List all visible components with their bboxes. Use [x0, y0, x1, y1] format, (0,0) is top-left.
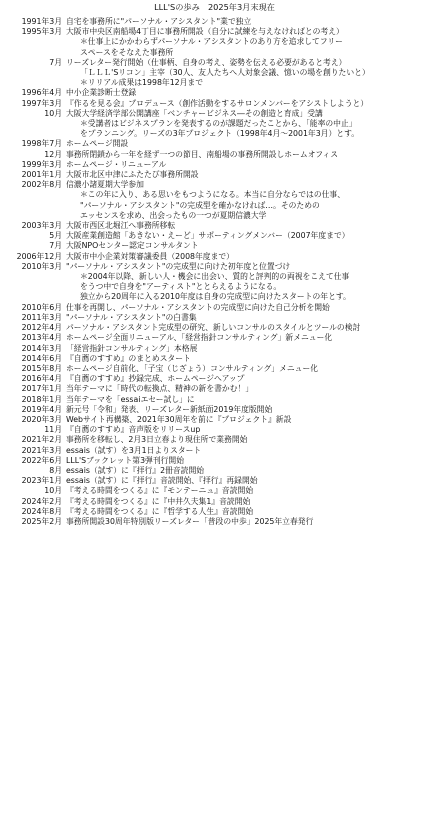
entry-date: 1996年4月 [21, 88, 62, 98]
entry-date: 5月 [49, 231, 62, 241]
entry-date: 2016年4月 [21, 374, 62, 384]
timeline-entry [0, 58, 429, 89]
entry-description [66, 139, 429, 149]
entry-description [66, 160, 429, 170]
timeline-entry [0, 364, 429, 374]
entry-note-line: をうつ中で自身を"アーティスト"ととらえるようになる。 [80, 282, 282, 292]
entry-note-line: ＊リリアル成果は1998年12月まで [80, 78, 204, 88]
entry-note-line: ＊受講者はビジネスプランを発表するのが課題だったことから、「能率の中止」 [80, 119, 357, 129]
timeline-entry [0, 384, 429, 394]
entry-description [66, 313, 429, 323]
entry-date: 2019年4月 [21, 404, 62, 414]
entry-note-line: ＊この年に入り、ある思いをもつようになる。本当に自分ならではの仕事、 [80, 190, 346, 200]
entry-description [66, 99, 429, 109]
entry-date: 11月 [44, 425, 62, 435]
entry-description [66, 374, 429, 384]
entry-text-line: ホームページ開設 [66, 139, 129, 149]
entry-text-line: 『考える時間をつくる』に『モンテーニュ』音読開始 [66, 486, 254, 496]
entry-date: 2025年2月 [21, 516, 62, 526]
entry-text-line: ホームページ全面リニューアル、「経営指針コンサルティング」新メニュー化 [66, 333, 333, 343]
entry-description [66, 109, 429, 140]
entry-note-line: スペースをそなえた事務所 [80, 47, 174, 57]
entry-text-line: 『考える時間をつくる』に『中井久夫集1』音読開始 [66, 496, 251, 506]
entry-date: 10月 [44, 486, 62, 496]
entry-text-line: 『考える時間をつくる』に『哲学する人生』音読開始 [66, 506, 254, 516]
entry-date: 2003年3月 [21, 221, 62, 231]
timeline-entry [0, 354, 429, 364]
entry-description [66, 262, 429, 303]
entry-description [66, 231, 429, 241]
entry-description [66, 58, 429, 89]
entry-description [66, 384, 429, 394]
entry-date: 2018年1月 [21, 394, 62, 404]
entry-note-line: ＊仕事上にかかわらずパーソナル・アシスタントのあり方を追求してフリー [80, 37, 343, 47]
timeline-entry [0, 180, 429, 221]
entry-description [66, 180, 429, 221]
entry-date: 1995年3月 [21, 27, 62, 37]
entry-date: 2010年3月 [21, 261, 62, 271]
entry-text-line: 事務所閉鎖から一年を経ず一つの節目、南船場の事務所開設しホームオフィス [66, 149, 339, 159]
entry-description [66, 252, 429, 262]
entry-description [66, 446, 429, 456]
entry-description [66, 333, 429, 343]
entry-text-line: 大阪市北区中津にふたたび事務所開設 [66, 170, 199, 180]
entry-text-line: 『自薦のすすめ』のまとめスタート [66, 353, 191, 363]
entry-text-line: "パーソナル・アシスタント"の白書集 [66, 312, 197, 322]
timeline-entry [0, 221, 429, 231]
entry-text-line: ホームページ自前化、「子宝（じざょう）コンサルティング」メニュー化 [66, 363, 319, 373]
entry-text-line: 当年テーマを「essaiエセー試し」に [66, 394, 195, 404]
entry-description [66, 466, 429, 476]
entry-description [66, 517, 429, 527]
timeline-entry [0, 139, 429, 149]
entry-text-line: 自宅を事務所に"パーソナル・アシスタント"業で独立 [66, 17, 252, 26]
entry-text-line: "パーソナル・アシスタント"の完成型に向けた初年度と位置づけ [66, 261, 291, 271]
entry-text-line: 大阪市中央区南船場4丁目に事務所開設（自分に試練を与えなければとの考え） [66, 27, 344, 37]
timeline-entry [0, 323, 429, 333]
timeline-entry [0, 150, 429, 160]
timeline-entry [0, 446, 429, 456]
timeline-entry [0, 486, 429, 496]
entry-note-line: エッセンスを求め、出会ったもの一つが夏期信濃大学 [80, 210, 267, 220]
entry-date: 2010年6月 [21, 302, 62, 312]
entry-description [66, 344, 429, 354]
entry-date: 2012年4月 [21, 323, 62, 333]
entry-date: 2015年8月 [21, 363, 62, 373]
entry-description [66, 364, 429, 374]
timeline-entry [0, 333, 429, 343]
entry-date: 1991年3月 [21, 17, 62, 26]
entry-text-line: 『自薦のすすめ』抄録完成、ホームページへアップ [66, 374, 245, 384]
page-title: LLL'Sの歩み 2025年3月末現在 [154, 2, 275, 12]
timeline-entry [0, 99, 429, 109]
entry-note-line: 独立から20周年に入る2010年度は自身の完成型に向けたスタートの年とす。 [80, 292, 351, 302]
entry-date: 10月 [44, 108, 62, 118]
timeline-entry [0, 231, 429, 241]
timeline-entry [0, 170, 429, 180]
timeline-entry [0, 507, 429, 517]
entry-date: 2014年6月 [21, 353, 62, 363]
entry-description [66, 221, 429, 231]
entry-text-line: 『自薦のすすめ』音声版をリリースup [66, 425, 201, 435]
entry-date: 2017年1月 [21, 384, 62, 394]
entry-text-line: 事務所を移転し、2月3日立春より現住所で業務開始 [66, 435, 248, 445]
entry-text-line: essais（試す）を3月1日よりスタート [66, 445, 202, 455]
entry-date: 1999年3月 [21, 159, 62, 169]
entry-text-line: essais（試す）に『拝行』2冊音読開始 [66, 465, 205, 475]
entry-text-line: 当年テーマに「時代の転換点、精神の新を書かむ！」 [66, 384, 254, 394]
timeline-entry [0, 497, 429, 507]
entry-description [66, 435, 429, 445]
timeline-entry [0, 88, 429, 98]
entry-text-line: 新元号「令和」発表、リーズレター新紙面2019年度版開始 [66, 404, 273, 414]
entry-text-line: 仕事を再開し、パーソナル・アシスタントの完成型に向けた自己分析を開始 [66, 302, 330, 312]
entry-date: 2023年1月 [21, 476, 62, 486]
entry-description [66, 405, 429, 415]
timeline-entry [0, 374, 429, 384]
entry-description [66, 354, 429, 364]
entry-text-line: 信濃小諸夏期大学参加 [66, 180, 144, 190]
entry-note-line: "パーソナル・アシスタント"の完成型を確かなければ…。そのための [80, 200, 320, 210]
entry-date: 2013年4月 [21, 333, 62, 343]
entry-text-line: 事務所開設30周年特別版リーズレター「普段の中歩」2025年立春発行 [66, 516, 314, 526]
entry-description [66, 170, 429, 180]
entry-text-line: essais（試す）に『拝行』音読開始、『拝行』再録開始 [66, 476, 258, 486]
entry-date: 2001年1月 [21, 170, 62, 180]
entry-description [66, 323, 429, 333]
entry-date: 2024年2月 [21, 496, 62, 506]
timeline-entry [0, 344, 429, 354]
entry-text-line: パーソナル・アシスタント完成型の研究、新しいコンサルのスタイルとツールの検討 [66, 323, 361, 333]
entry-note-line: 「ＬＬＬ'Sリコン」主宰（30人、友人たちへ人対象会議、憶いの場を創りたいと） [80, 68, 370, 78]
timeline-entry [0, 109, 429, 140]
entry-note-line: をプランニング。リーズの3年プロジェクト（1998年4月〜2001年3月）とす。 [80, 129, 360, 139]
entry-date: 2021年2月 [21, 435, 62, 445]
entry-description [66, 425, 429, 435]
timeline-entry [0, 17, 429, 27]
timeline-entry [0, 466, 429, 476]
timeline-entry [0, 476, 429, 486]
entry-date: 1998年7月 [21, 139, 62, 149]
entry-date: 2011年3月 [21, 312, 62, 322]
timeline-entry [0, 395, 429, 405]
entry-description [66, 27, 429, 58]
timeline-entry [0, 405, 429, 415]
entry-text-line: 中小企業診断士登録 [66, 88, 137, 98]
history-timeline [0, 17, 429, 527]
entry-date: 7月 [49, 241, 62, 251]
entry-date: 2002年8月 [21, 180, 62, 190]
entry-description [66, 241, 429, 251]
entry-description [66, 88, 429, 98]
timeline-entry [0, 313, 429, 323]
entry-date: 7月 [49, 57, 62, 67]
entry-description [66, 476, 429, 486]
entry-text-line: ホームページ・リニューアル [66, 159, 167, 169]
timeline-entry [0, 415, 429, 425]
timeline-entry [0, 160, 429, 170]
entry-text-line: 大阪市中小企業対策審議委員（2008年度まで） [66, 251, 234, 261]
entry-date: 2024年8月 [21, 506, 62, 516]
timeline-entry [0, 252, 429, 262]
entry-text-line: 「経営指針コンサルティング」本格展 [66, 343, 198, 353]
entry-date: 2006年12月 [16, 251, 62, 261]
entry-description [66, 303, 429, 313]
entry-text-line: 大阪大学経済学部公開講座「ベンチャービジネス―その創造と育成」受講 [66, 108, 323, 118]
entry-text-line: リーズレター発行開始（仕事柄、自身の考え、姿勢を伝える必要があると考え） [66, 57, 347, 67]
timeline-entry [0, 241, 429, 251]
entry-description [66, 150, 429, 160]
timeline-entry [0, 27, 429, 58]
entry-text-line: 『作るを見る会』プロデュース（創作活動をするサロンメンバーをアシストしようと） [66, 98, 369, 108]
entry-date: 2022年6月 [21, 455, 62, 465]
entry-description [66, 17, 429, 27]
timeline-entry [0, 517, 429, 527]
timeline-entry [0, 262, 429, 303]
entry-description [66, 415, 429, 425]
entry-description [66, 486, 429, 496]
timeline-entry [0, 456, 429, 466]
entry-text-line: Webサイト再構築、2021年30周年を前に『プロジェクト』新設 [66, 414, 292, 424]
entry-date: 8月 [49, 465, 62, 475]
entry-date: 12月 [44, 149, 62, 159]
entry-text-line: 大阪産業創造館「あきない・えーど」サポーティングメンバー（2007年度まで） [66, 231, 350, 241]
entry-description [66, 497, 429, 507]
entry-text-line: 大阪市西区北堀江へ事務所移転 [66, 221, 176, 231]
entry-description [66, 507, 429, 517]
entry-text-line: LLL'Sブックレット第3弾刊行開始 [66, 455, 185, 465]
entry-note-line: ＊2004年以降、新しい人・機会に出会い、質的と評判的の両視をこえて仕事 [80, 272, 350, 282]
entry-date: 2014年3月 [21, 343, 62, 353]
entry-description [66, 395, 429, 405]
entry-date: 1997年3月 [21, 98, 62, 108]
timeline-entry [0, 425, 429, 435]
entry-description [66, 456, 429, 466]
entry-date: 2020年3月 [21, 414, 62, 424]
entry-date: 2021年3月 [21, 445, 62, 455]
entry-text-line: 大阪NPOセンター認定コンサルタント [66, 241, 199, 251]
timeline-entry [0, 435, 429, 445]
timeline-entry [0, 303, 429, 313]
